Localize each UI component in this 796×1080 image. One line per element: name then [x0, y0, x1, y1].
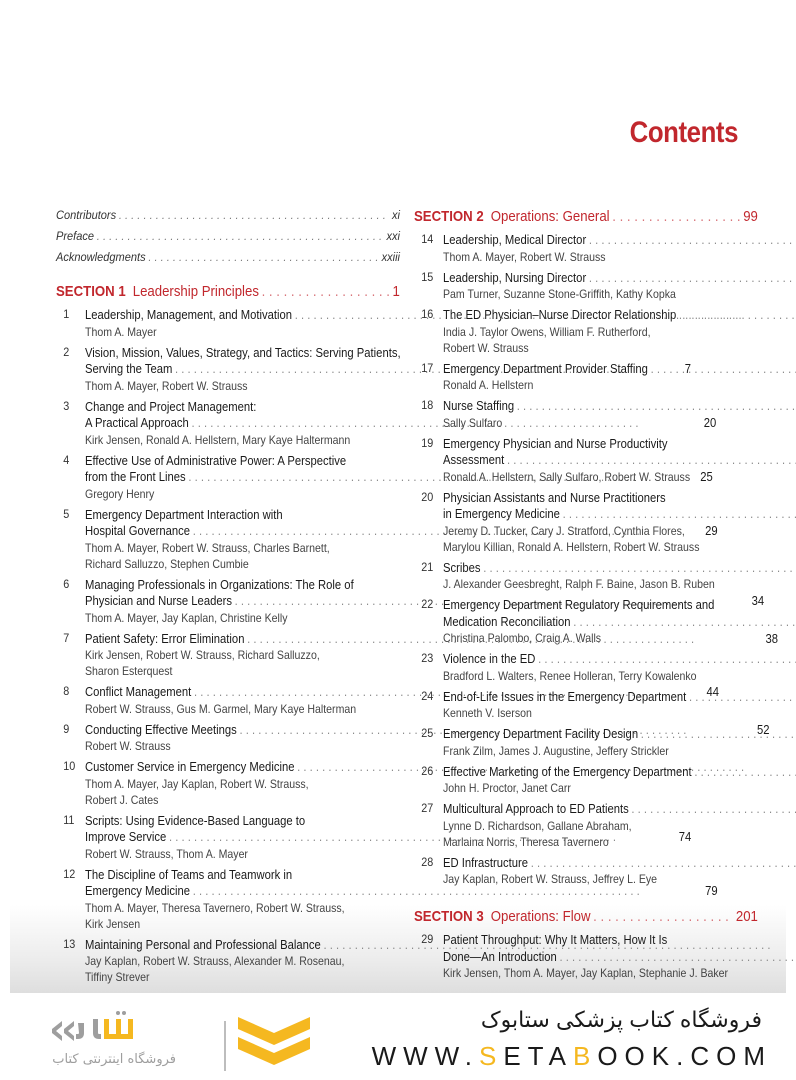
section-heading[interactable] [56, 283, 400, 307]
chapter-title-line: Managing Professionals in Organizations: The Role of [85, 577, 354, 592]
author-line: Robert J. Cates [85, 792, 159, 807]
author-line: Robert W. Strauss, Thom A. Mayer [85, 846, 248, 861]
section-page: 1 [392, 283, 400, 300]
front-matter-item[interactable] [56, 229, 400, 250]
author-line: Pam Turner, Suzanne Stone-Griffith, Kathy Kopka [443, 287, 676, 301]
leader-dots [651, 361, 796, 378]
author-line: Thom A. Mayer, Jay Kaplan, Robert W. Strauss, [85, 776, 309, 791]
chapter-entry[interactable] [414, 436, 758, 485]
chapter-title-line: Emergency Physician and Nurse Productivity [443, 436, 668, 451]
author-line: Robert W. Strauss, Gus M. Garmel, Mary Kaye Halterman [85, 701, 357, 716]
chapter-title [443, 361, 796, 378]
chapter-number: 22 [421, 597, 434, 611]
chapter-page: 25 [700, 470, 713, 484]
leader-dots [262, 283, 390, 300]
front-matter-item[interactable] [56, 250, 400, 271]
logo-divider [224, 1021, 226, 1071]
chapter-number: 4 [63, 452, 70, 467]
chapter-entry[interactable] [414, 232, 758, 265]
chapter-number: 26 [421, 763, 434, 778]
leader-dots [593, 908, 733, 925]
author-line: Jay Kaplan, Robert W. Strauss, Alexander M. Rosenau, [85, 954, 345, 968]
author-line: Christina Palombo, Craig A. Walls [443, 631, 602, 645]
chapter-body [443, 764, 796, 797]
chapter-title-line: Emergency Medicine . . . 79 [85, 883, 718, 900]
chapter-body [443, 932, 796, 981]
chapter-authors [443, 743, 796, 759]
chapter-number: 6 [63, 576, 70, 591]
chapter-authors [443, 705, 796, 721]
chapter-title-line: Conducting Effective Meetings . . . 52 [85, 722, 769, 739]
chapter-title-line: Effective Marketing of the Emergency Department . . . [443, 764, 796, 781]
chapter-number: 25 [421, 726, 434, 740]
chapter-title-line: Leadership, Medical Director . . . [443, 232, 796, 249]
chapter-title-line: Scribes . . . [443, 560, 796, 577]
author-line: Thom A. Mayer, Robert W. Strauss [443, 249, 606, 264]
chapter-entry[interactable] [414, 726, 758, 759]
front-matter-label: Preface [56, 229, 95, 243]
chapter-page: 74 [678, 830, 692, 844]
author-line: Robert W. Strauss [443, 340, 529, 355]
chapter-entry[interactable] [414, 801, 758, 850]
leader-dots [560, 949, 796, 966]
leader-dots [563, 506, 796, 523]
chapter-title [443, 726, 796, 743]
leader-dots [641, 726, 796, 743]
page-title: Contents [629, 116, 738, 149]
chapter-title-line: Patient Throughput: Why It Matters, How It Is [443, 933, 668, 947]
chapter-title-line: The ED Physician–Nurse Director Relationship . . . [443, 307, 796, 324]
chapter-title-line: The Discipline of Teams and Teamwork in [85, 867, 293, 882]
leader-dots [612, 208, 740, 225]
chapter-body [443, 651, 796, 684]
chapter-entry[interactable] [414, 307, 758, 356]
chapter-title-line: Change and Project Management: [85, 399, 257, 414]
author-line: Ronald A. Hellstern, Sally Sulfaro, Robert W. Strauss [443, 469, 691, 484]
chapter-title [443, 764, 796, 781]
chapter-number: 29 [421, 932, 434, 946]
logo-tagline: فروشگاه اینترنتی کتاب [52, 1052, 176, 1067]
chapter-title-line: Emergency Department Provider Staffing . . . [443, 361, 796, 378]
author-line: Kirk Jensen, Ronald A. Hellstern, Mary Kaye Haltermann [85, 432, 351, 447]
chapter-page: 29 [705, 524, 718, 538]
chapter-title [443, 560, 796, 577]
chapter-page: 34 [751, 594, 765, 608]
chapter-title-line: Patient Safety: Error Elimination . . . 38 [85, 631, 778, 648]
leader-dots [97, 229, 384, 243]
page-number: xxiii [381, 250, 401, 264]
chapter-body [443, 689, 796, 722]
leader-dots [531, 855, 796, 872]
chapter-title-line: Nurse Staffing . . . [443, 398, 796, 415]
chapter-body [443, 436, 796, 485]
chapter-number: 11 [63, 812, 75, 827]
chapter-authors [443, 523, 796, 555]
chapter-title-line: ED Infrastructure . . . [443, 855, 796, 872]
author-line: Marlaina Norris, Theresa Tavernero [443, 834, 609, 849]
chapter-body [443, 801, 796, 850]
chapter-title-line: from the Front Lines . . . 25 [85, 469, 713, 486]
chapter-authors [443, 965, 796, 981]
author-line: Thom A. Mayer, Robert W. Strauss, Charles Barnett, [85, 540, 330, 555]
chapter-title [443, 651, 796, 668]
chapter-authors [443, 415, 796, 431]
chapter-page: 7 [684, 362, 692, 376]
leader-dots [589, 270, 796, 287]
author-line: Thom A. Mayer, Theresa Tavernero, Robert W. Strauss, [85, 900, 345, 915]
chapter-number: 8 [63, 684, 70, 698]
chapter-title [443, 232, 796, 249]
chapter-page: 52 [756, 722, 770, 737]
chapter-body [443, 855, 796, 888]
chapter-title-line: End-of-Life Issues in the Emergency Department . . . [443, 689, 796, 706]
chapter-number: 13 [63, 936, 76, 951]
chapter-entry[interactable] [56, 759, 400, 808]
author-line: Jay Kaplan, Robert W. Strauss, Jeffrey L. Eye [443, 872, 658, 886]
chapter-number: 15 [421, 269, 434, 284]
chapter-number: 17 [421, 360, 434, 375]
chapter-number: 9 [63, 721, 70, 736]
chapter-title [443, 932, 796, 965]
chapter-body [443, 726, 796, 759]
section-number: SECTION 3 [414, 908, 484, 925]
chapter-entry[interactable] [414, 270, 758, 303]
chapter-title-line: Serving the Team . . . 7 [85, 361, 691, 378]
chapter-title-line: Improve Service . . . 74 [85, 829, 691, 846]
chapter-number: 18 [421, 398, 434, 412]
chapter-entry[interactable] [414, 651, 758, 684]
chapter-title [443, 689, 796, 706]
chapter-title [443, 436, 796, 469]
chapter-entry[interactable] [414, 689, 758, 722]
front-matter-item[interactable] [56, 208, 400, 229]
chapter-authors [443, 871, 796, 887]
chapter-number: 14 [421, 232, 434, 246]
leader-dots [631, 801, 796, 818]
section-title: Operations: General [490, 208, 610, 225]
section-2 [414, 208, 758, 887]
author-line: Kirk Jensen, Robert W. Strauss, Richard Salluzzo, [85, 648, 320, 662]
chapter-body [443, 597, 796, 646]
chapter-number: 3 [63, 398, 70, 413]
leader-dots [119, 208, 389, 222]
chapter-page: 44 [706, 685, 720, 699]
chapter-entry[interactable] [414, 361, 758, 394]
chapter-title [443, 398, 796, 415]
chapter-entry[interactable] [414, 932, 758, 981]
chapter-authors [443, 286, 796, 302]
author-line: Thom A. Mayer, Jay Kaplan, Christine Kelly [85, 610, 288, 625]
leader-dots [573, 614, 796, 631]
author-line: Kenneth V. Iserson [443, 706, 532, 720]
chapter-title-line: Maintaining Personal and Professional Balance . . . [85, 937, 796, 954]
chapter-title-line: A Practical Approach . . . 20 [85, 415, 716, 432]
author-line: Richard Salluzzo, Stephen Cumbie [85, 556, 249, 571]
leader-dots [538, 651, 796, 668]
leader-dots [589, 232, 796, 249]
chapter-authors [443, 630, 796, 646]
author-line: Gregory Henry [85, 486, 155, 501]
chapter-title [443, 270, 796, 287]
section-number: SECTION 1 [56, 283, 126, 300]
author-line: Tiffiny Strever [85, 970, 150, 984]
leader-dots [483, 560, 796, 577]
chapter-authors [443, 377, 796, 393]
chapter-entry[interactable] [414, 764, 758, 797]
chapter-title-line: Conflict Management . . . 44 [85, 684, 719, 701]
chapter-title-line: Leadership, Nursing Director . . . [443, 270, 796, 287]
chapter-entry[interactable] [414, 855, 758, 888]
author-line: Marylou Killian, Ronald A. Hellstern, Robert W. Strauss [443, 539, 700, 554]
chapter-title-line: Assessment . . . [443, 452, 796, 469]
section-page: 99 [743, 208, 758, 225]
chapter-number: 21 [421, 559, 434, 574]
leader-dots [689, 689, 796, 706]
chapter-title-line: Emergency Department Interaction with [85, 507, 283, 522]
chapter-number: 10 [63, 759, 76, 773]
author-line: Jeremy D. Tucker, Cary J. Stratford, Cynthia Flores, [443, 523, 685, 538]
author-line: Robert W. Strauss [85, 739, 171, 753]
section-3 [414, 908, 758, 981]
chapter-number: 19 [421, 435, 434, 450]
footer-banner [0, 993, 796, 1080]
chapter-number: 28 [421, 854, 434, 869]
chapter-title-line: Emergency Department Regulatory Requirements and [443, 598, 715, 612]
chapter-title [443, 490, 796, 523]
chapter-entry[interactable] [414, 398, 758, 431]
front-matter-label: Acknowledgments [56, 250, 146, 264]
chapter-title [443, 801, 796, 818]
chapter-authors [443, 324, 796, 356]
chapter-entry[interactable] [414, 490, 758, 555]
chapter-title-line: Hospital Governance . . . 29 [85, 523, 718, 540]
chapter-title-line: Violence in the ED . . . [443, 651, 796, 668]
section-title: Leadership Principles [132, 283, 259, 300]
chapter-title-line: Customer Service in Emergency Medicine . . . [85, 759, 796, 776]
author-line: Ronald A. Hellstern [443, 378, 534, 392]
chapter-page: 20 [703, 416, 717, 430]
page-number: xxi [386, 229, 401, 243]
chapter-number: 20 [421, 489, 434, 504]
chapter-title-line: Leadership, Management, and Motivation . . . [85, 307, 796, 324]
author-line: Sally Sulfaro [443, 415, 503, 430]
leader-dots [679, 307, 796, 324]
chapter-number: 5 [63, 506, 70, 521]
chapter-title-line: Physician and Nurse Leaders . . . 34 [85, 593, 764, 610]
toc-column-right [414, 208, 758, 986]
chapter-title-line: Emergency Department Facility Design . . . [443, 726, 796, 743]
chapter-title [443, 307, 796, 324]
chapter-page: 38 [765, 631, 778, 646]
chapter-title [443, 597, 796, 630]
author-line: J. Alexander Geesbreght, Ralph F. Baine, Jason B. Ruben [443, 577, 715, 591]
setabook-logo[interactable] [48, 1007, 318, 1069]
author-line: John H. Proctor, Janet Carr [443, 781, 571, 795]
front-matter-label: Contributors [56, 208, 117, 222]
chapter-authors [443, 818, 796, 850]
chapter-authors [443, 780, 796, 796]
chapter-number: 24 [421, 688, 434, 703]
toc-page [10, 0, 786, 993]
chapter-body [443, 490, 796, 555]
chapter-title [443, 855, 796, 872]
author-line: Thom A. Mayer, Robert W. Strauss [85, 378, 248, 393]
chapter-entry[interactable] [56, 307, 400, 340]
section-title: Operations: Flow [490, 908, 591, 925]
leader-dots [148, 250, 378, 264]
chapter-title-line: Medication Reconciliation . . . [443, 614, 796, 631]
chapter-number: 16 [421, 307, 434, 321]
author-line: Kirk Jensen, Thom A. Mayer, Jay Kaplan, Stephanie J. Baker [443, 966, 729, 980]
chapter-body [443, 270, 796, 303]
chapter-body [443, 560, 796, 593]
section-number: SECTION 2 [414, 208, 484, 225]
chapter-authors [443, 469, 796, 485]
chapter-title-line: Scripts: Using Evidence-Based Language to [85, 813, 306, 828]
chapter-title-line: Done—An Introduction . . . [443, 949, 796, 966]
chapter-number: 27 [421, 801, 434, 815]
author-line: Lynne D. Richardson, Gallane Abraham, [443, 818, 632, 833]
author-line: Bradford L. Walters, Renee Holleran, Terry Kowalenko [443, 668, 697, 683]
chapter-number: 12 [63, 866, 76, 881]
chapter-number: 1 [63, 307, 70, 321]
chapter-entry[interactable] [414, 560, 758, 593]
chapter-authors [443, 249, 796, 265]
front-matter-list [56, 208, 400, 271]
leader-dots [517, 398, 796, 415]
chapter-authors [443, 668, 796, 684]
store-name: فروشگاه کتاب پزشکی ستابوک [480, 1007, 762, 1032]
section-heading[interactable] [414, 208, 758, 232]
chapter-number: 2 [63, 344, 70, 359]
chapter-title-line: Effective Use of Administrative Power: A Perspective [85, 453, 347, 468]
chapter-body [443, 232, 796, 265]
chapter-number: 23 [421, 651, 434, 665]
chapter-title-line: Vision, Mission, Values, Strategy, and Tactics: Serving Patients, [85, 345, 401, 360]
chapter-title-line: Physician Assistants and Nurse Practitioners [443, 490, 666, 505]
chapter-entry[interactable] [56, 937, 400, 986]
chapter-body [443, 307, 796, 356]
chapter-title-line: Multicultural Approach to ED Patients . . . [443, 801, 796, 818]
chapter-authors [443, 576, 796, 592]
author-line: Thom A. Mayer [85, 324, 157, 339]
store-url[interactable]: WWW.SETABOOK.COM [371, 1041, 772, 1071]
author-line: Kirk Jensen [85, 916, 141, 931]
chapter-body [443, 398, 796, 431]
author-line: Sharon Esterquest [85, 664, 173, 678]
setabook-chevron-icon [236, 1013, 312, 1071]
author-line: India J. Taylor Owens, William F. Rutherford, [443, 324, 651, 339]
section-heading[interactable] [414, 908, 758, 932]
leader-dots [507, 452, 796, 469]
chapter-entry[interactable] [414, 597, 758, 646]
author-line: Frank Zilm, James J. Augustine, Jeffery Strickler [443, 743, 669, 758]
section-page: 201 [735, 908, 758, 925]
page-number: xi [392, 208, 401, 222]
chapter-number: 7 [63, 630, 70, 645]
chapter-page: 79 [705, 884, 718, 898]
chapter-body [443, 361, 796, 394]
chapter-title-line: in Emergency Medicine . . . [443, 506, 796, 523]
leader-dots [694, 764, 796, 781]
logo-wordmark-icon [48, 1007, 178, 1069]
